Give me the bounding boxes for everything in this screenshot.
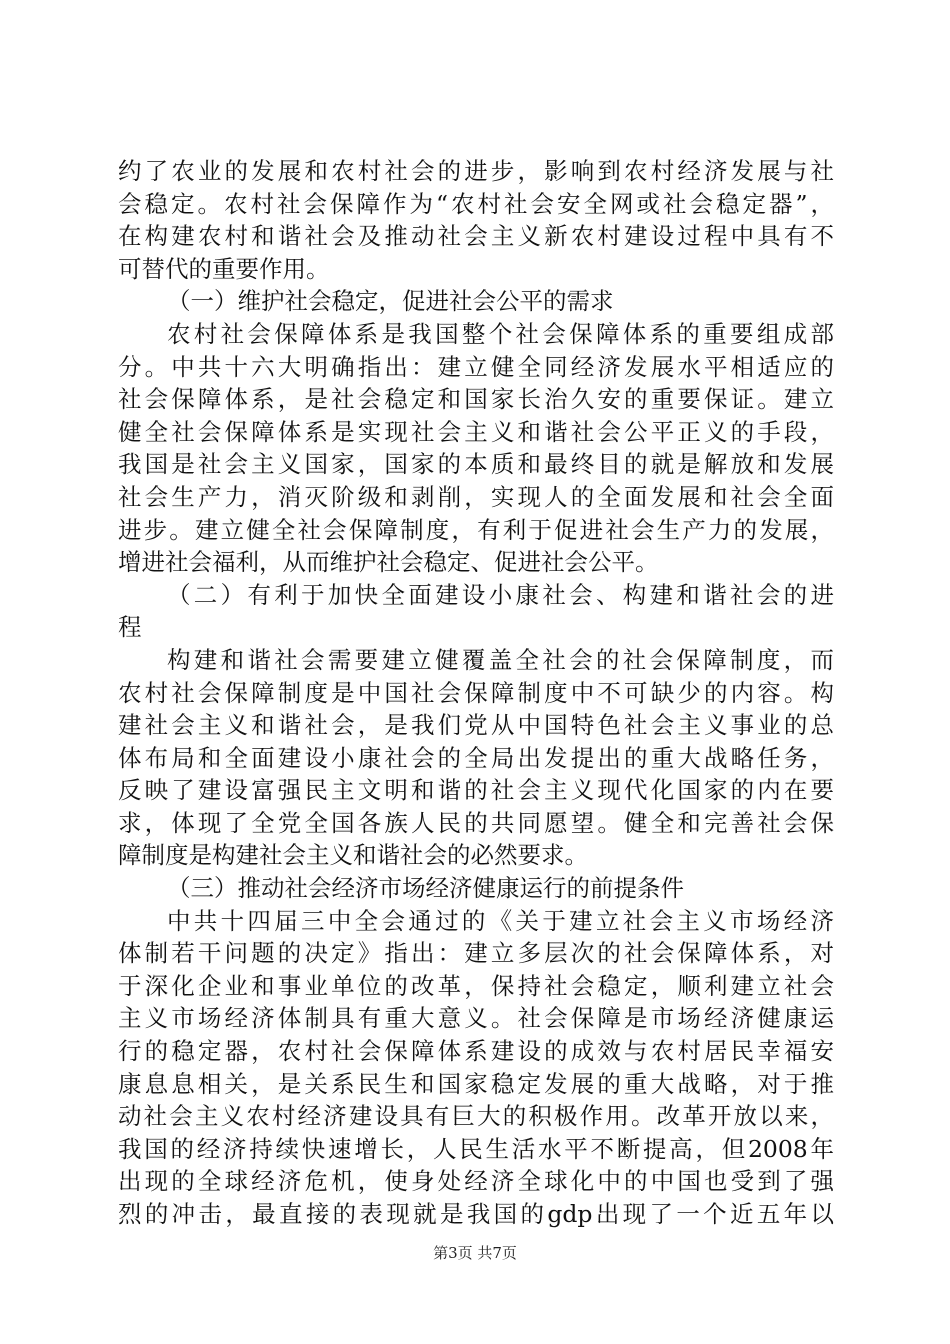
text-line: 进步。建立健全社会保障制度，有利于促进社会生产力的发展， (118, 515, 834, 544)
text-line: 求，体现了全党全国各族人民的共同愿望。健全和完善社会保 (118, 808, 834, 837)
text-line: 在构建农村和谐社会及推动社会主义新农村建设过程中具有不 (118, 222, 834, 251)
text-line: 分。中共十六大明确指出：建立健全同经济发展水平相适应的 (118, 352, 834, 381)
text-line: 障制度是构建社会主义和谐社会的必然要求。 (118, 841, 588, 870)
text-line: 构建和谐社会需要建立健覆盖全社会的社会保障制度，而 (167, 645, 834, 674)
text-line: 行的稳定器，农村社会保障体系建设的成效与农村居民幸福安 (118, 1037, 834, 1066)
text-line: 建社会主义和谐社会，是我们党从中国特色社会主义事业的总 (118, 711, 834, 740)
text-line: 可替代的重要作用。 (118, 254, 330, 283)
text-line: 健全社会保障体系是实现社会主义和谐社会公平正义的手段， (118, 417, 834, 446)
text-line: 农村社会保障体系是我国整个社会保障体系的重要组成部 (167, 319, 834, 348)
section-heading-3: （三）推动社会经济市场经济健康运行的前提条件 (167, 874, 684, 903)
page-footer: 第3页 共7页 (433, 1244, 517, 1262)
text-line: 增进社会福利，从而维护社会稳定、促进社会公平。 (118, 548, 659, 577)
text-line: 反映了建设富强民主文明和谐的社会主义现代化国家的内在要 (118, 776, 834, 805)
section-heading-2: （二）有利于加快全面建设小康社会、构建和谐社会的进 (167, 580, 834, 609)
text-line: 会稳定。农村社会保障作为“农村社会安全网或社会稳定器”， (118, 189, 834, 218)
text-line: 烈的冲击，最直接的表现就是我国的gdp出现了一个近五年以 (118, 1200, 834, 1228)
section-heading-2-cont: 程 (118, 613, 142, 642)
text-line: 动社会主义农村经济建设具有巨大的积极作用。改革开放以来， (118, 1102, 834, 1131)
text-line: 体布局和全面建设小康社会的全局出发提出的重大战略任务， (118, 743, 834, 772)
text-line: 中共十四届三中全会通过的《关于建立社会主义市场经济 (167, 906, 834, 935)
text-line: 体制若干问题的决定》指出：建立多层次的社会保障体系，对 (118, 939, 834, 968)
text-line: 我国是社会主义国家，国家的本质和最终目的就是解放和发展 (118, 450, 834, 479)
text-line: 农村社会保障制度是中国社会保障制度中不可缺少的内容。构 (118, 678, 834, 707)
body-text (118, 155, 834, 1231)
text-line: 出现的全球经济危机，使身处经济全球化中的中国也受到了强 (118, 1167, 834, 1196)
text-line: 主义市场经济体制具有重大意义。社会保障是市场经济健康运 (118, 1004, 834, 1033)
text-line: 社会生产力，消灭阶级和剥削，实现人的全面发展和社会全面 (118, 482, 834, 511)
text-line: 社会保障体系，是社会稳定和国家长治久安的重要保证。建立 (118, 385, 834, 414)
text-line: 我国的经济持续快速增长，人民生活水平不断提高，但2008年 (118, 1134, 834, 1163)
section-heading-1: （一）维护社会稳定，促进社会公平的需求 (167, 287, 614, 316)
text-line: 约了农业的发展和农村社会的进步，影响到农村经济发展与社 (118, 157, 834, 185)
text-line: 于深化企业和事业单位的改革，保持社会稳定，顺利建立社会 (118, 971, 834, 1000)
text-line: 康息息相关，是关系民生和国家稳定发展的重大战略，对于推 (118, 1069, 834, 1098)
